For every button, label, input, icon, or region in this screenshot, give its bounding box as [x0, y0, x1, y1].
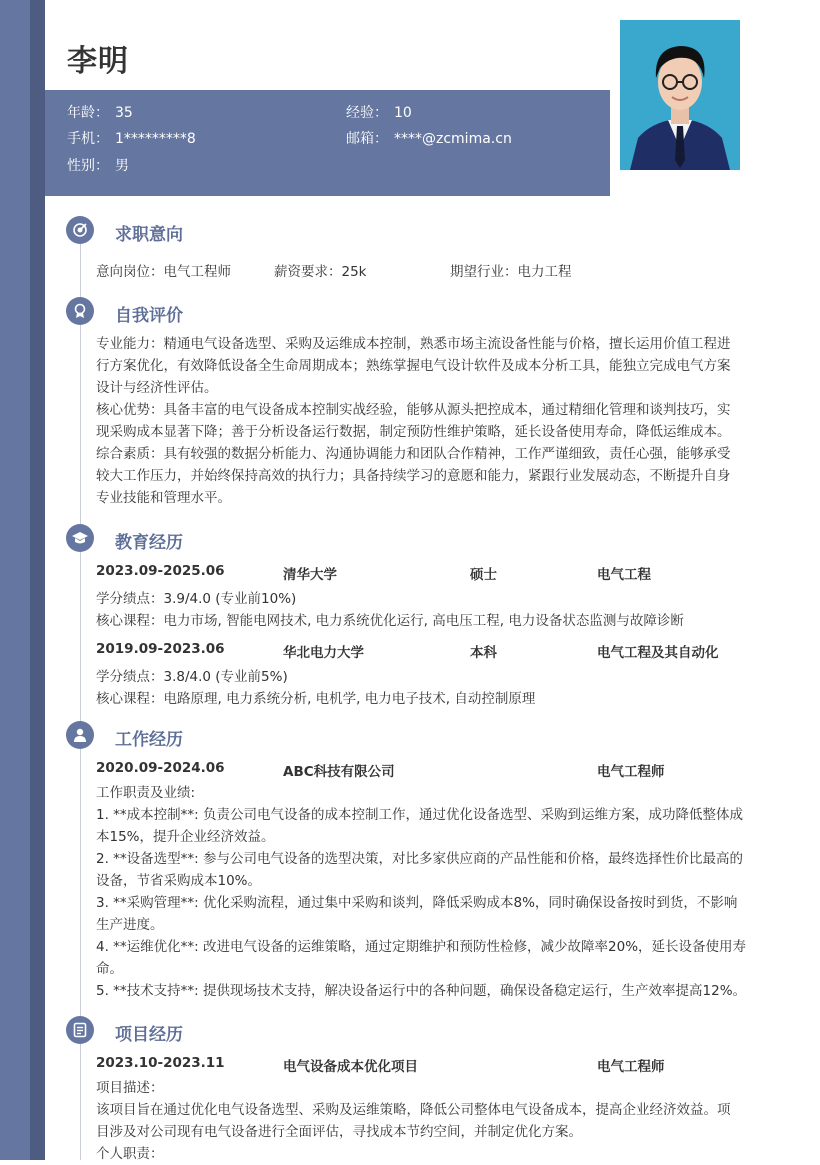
- profile-photo: [620, 20, 740, 170]
- phone-field: 手机： 1*********8: [67, 131, 196, 147]
- graduation-cap-icon: [66, 524, 94, 552]
- work-description: 工作职责及业绩: 1. **成本控制**: 负责公司电气设备的成本控制工作，通过优化设备选型、采购到运维方案，成功降低整体成 本15%，提升企业经济效益。 2. **设备选型**: 参与公司电气设备的选型决策，对比多家供应商的产品性能和价格，最终选择性价比最高的 设备，节省采购成本10%。 3. **采购管理**: 优化采购流程，通过集中采购和谈判，降低采购成本8%，同时确保设备按时到货，不影响 生产进度。 4. **运维优化**: 改进电气设备的运维策略，通过定期维护和预防性检修，减少故障率20%，延长设备使用寿 命。 5. **技术支持**: 提供现场技术支持，解决设备运行中的各种问题，确保设备稳定运行，生产效率提高12%。: [96, 785, 747, 999]
- edu-courses: 核心课程：电力市场, 智能电网技术, 电力系统优化运行, 高电压工程, 电力设备状态监测与故障诊断: [96, 613, 684, 629]
- candidate-name: 李明: [67, 44, 129, 79]
- self-eval-text: 专业能力：精通电气设备选型、采购及运维成本控制，熟悉市场主流设备性能与价格，擅长运用价值工程进 行方案优化，有效降低设备全生命周期成本；熟练掌握电气设计软件及成本分析工具，能独立完成电气方案 设计与经济性评估。 核心优势：具备丰富的电气设备成本控制实战经验，能够从源头把控成本，通过精细化管理和谈判技巧，实 现采购成本显著下降；善于分析设备运行数据，制定预防性维护策略，延长设备使用寿命，降低运维成本。 综合素质：具有较强的数据分析能力、沟通协调能力和团队合作精神，工作严谨细致，责任心强，能够承受 较大工作压力，并始终保持高效的执行力；具备持续学习的意愿和能力，紧跟行业发展动态，不断提升自身 专业技能和管理水平。: [96, 336, 731, 506]
- intent-industry: 期望行业：电力工程: [450, 264, 572, 280]
- left-accent-bar-inner: [30, 0, 45, 1160]
- age-field: 年龄： 35: [67, 105, 133, 121]
- intent-salary: 薪资要求：25k: [274, 264, 367, 280]
- section-title-intent: 求职意向: [115, 225, 183, 245]
- project-role: 电气工程师: [597, 1059, 665, 1075]
- edu-school: 清华大学: [283, 567, 337, 583]
- left-accent-bar: [0, 0, 30, 1160]
- work-role: 电气工程师: [597, 764, 665, 780]
- edu-school: 华北电力大学: [283, 645, 364, 661]
- edu-major: 电气工程及其自动化: [597, 645, 719, 661]
- edu-degree: 硕士: [470, 567, 497, 583]
- target-icon: [66, 216, 94, 244]
- edu-degree: 本科: [470, 645, 497, 661]
- intent-position: 意向岗位：电气工程师: [96, 264, 231, 280]
- work-period: 2020.09-2024.06: [96, 760, 225, 776]
- badge-icon: [66, 297, 94, 325]
- project-description: 项目描述： 该项目旨在通过优化电气设备选型、采购及运维策略，降低公司整体电气设备成本，提高企业经济效益。项 目涉及对公司现有电气设备进行全面评估，寻找成本节约空间，并制定优化方案。 个人职责：: [96, 1080, 731, 1162]
- edu-courses: 核心课程：电路原理, 电力系统分析, 电机学, 电力电子技术, 自动控制原理: [96, 691, 536, 707]
- section-title-project: 项目经历: [115, 1025, 183, 1045]
- section-title-work: 工作经历: [115, 730, 183, 750]
- edu-major: 电气工程: [597, 567, 651, 583]
- gender-field: 性别： 男: [67, 158, 129, 174]
- section-title-self-eval: 自我评价: [115, 306, 183, 326]
- document-list-icon: [66, 1016, 94, 1044]
- edu-period: 2023.09-2025.06: [96, 563, 225, 579]
- work-company: ABC科技有限公司: [283, 764, 395, 780]
- edu-period: 2019.09-2023.06: [96, 641, 225, 657]
- experience-field: 经验： 10: [346, 105, 412, 121]
- project-name: 电气设备成本优化项目: [283, 1059, 418, 1075]
- edu-gpa: 学分绩点：3.8/4.0 (专业前5%): [96, 669, 288, 685]
- project-period: 2023.10-2023.11: [96, 1055, 225, 1071]
- email-field: 邮箱： ****@zcmima.cn: [346, 131, 512, 147]
- section-title-education: 教育经历: [115, 533, 183, 553]
- edu-gpa: 学分绩点：3.9/4.0 (专业前10%): [96, 591, 297, 607]
- person-icon: [66, 721, 94, 749]
